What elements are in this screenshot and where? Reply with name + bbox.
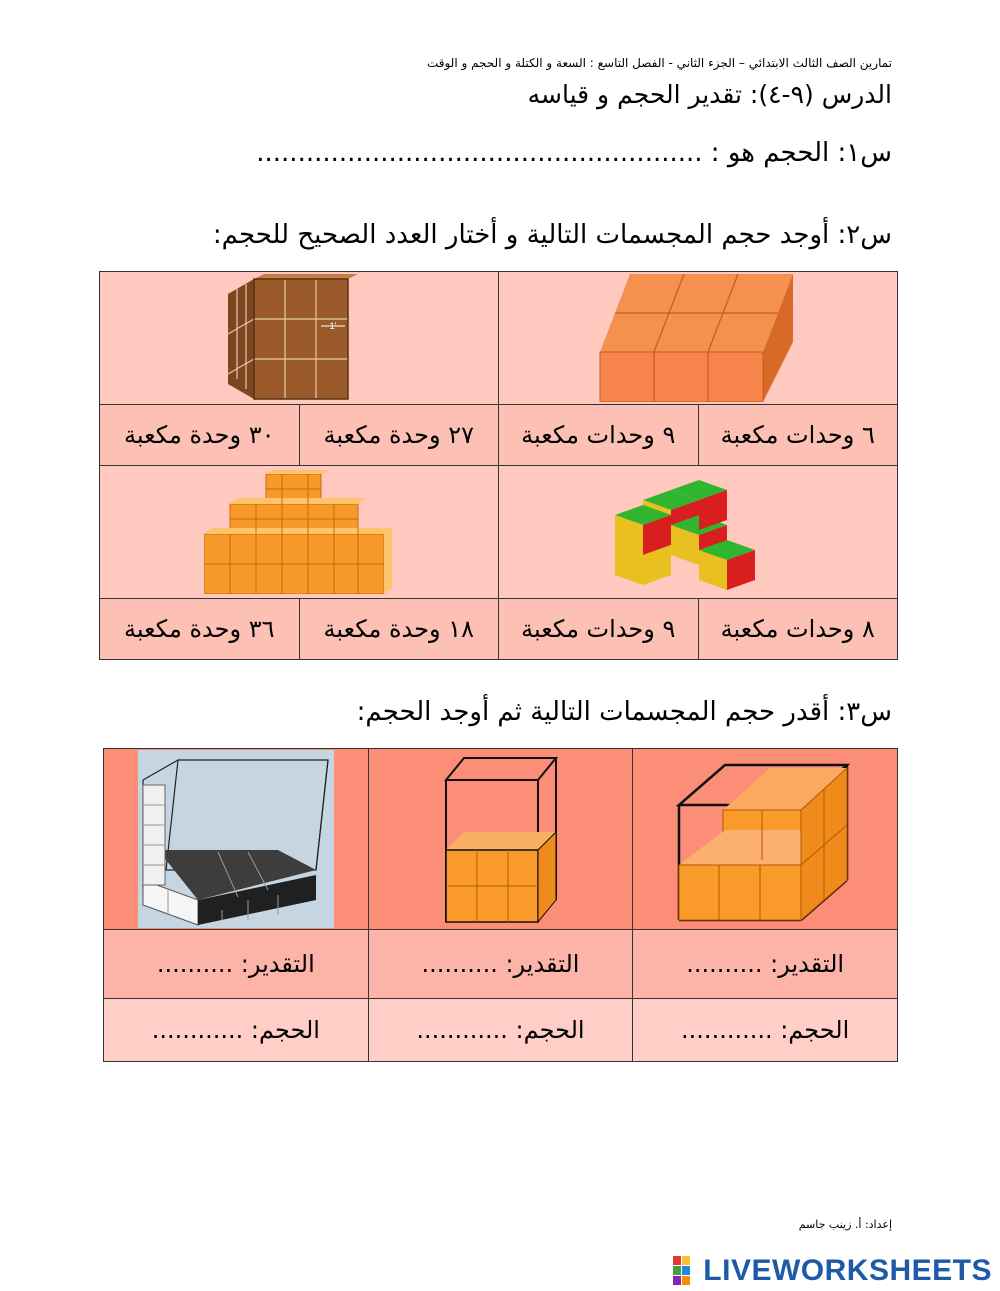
option-6-units[interactable]: ٦ وحدات مكعبة [698, 405, 898, 466]
estimate-field-2[interactable]: التقدير: .......... [368, 930, 633, 999]
course-line: تمارين الصف الثالث الابتدائي – الجزء الثاني - الفصل التاسع : السعة و الكتلة و الحجم و الوقت [426, 56, 892, 70]
option-27-units[interactable]: ٢٧ وحدة مكعبة [299, 405, 499, 466]
brown-cube-3x3x3-image [224, 274, 374, 402]
option-30-units[interactable]: ٣٠ وحدة مكعبة [100, 405, 300, 466]
author-credit: إعداد: أ. زينب جاسم [798, 1218, 892, 1231]
liveworksheets-logo[interactable] [673, 1254, 992, 1288]
question-3-table [103, 748, 898, 1062]
volume-field-3[interactable]: الحجم: ............ [104, 999, 369, 1062]
orange-pyramid-cell [100, 466, 499, 599]
lesson-title: الدرس (٩-٤): تقدير الحجم و قياسه [527, 80, 892, 109]
volume-field-1[interactable]: الحجم: ............ [633, 999, 898, 1062]
colored-cubes-cell [499, 466, 898, 599]
question-2: س٢: أوجد حجم المجسمات التالية و أختار العدد الصحيح للحجم: [212, 220, 892, 250]
orange-cube-box-image [675, 750, 855, 928]
gray-unit-cubes-in-box-image [138, 750, 334, 928]
option-8-units[interactable]: ٨ وحدات مكعبة [698, 599, 898, 660]
option-36-units[interactable]: ٣٦ وحدة مكعبة [100, 599, 300, 660]
gray-cube-cell [104, 749, 369, 930]
orange-partial-cube-cell [633, 749, 898, 930]
green-red-yellow-cubes-image [613, 470, 783, 594]
orange-partial-tall-cell [368, 749, 633, 930]
unit-label: 1' [329, 321, 337, 331]
orange-tall-box-image [438, 750, 563, 928]
option-9-units-a[interactable]: ٩ وحدات مكعبة [499, 405, 699, 466]
volume-field-2[interactable]: الحجم: ............ [368, 999, 633, 1062]
option-9-units-b[interactable]: ٩ وحدات مكعبة [499, 599, 699, 660]
liveworksheets-blocks-icon [673, 1256, 699, 1286]
brown-cube-cell [100, 272, 499, 405]
question-1: س١: الحجم هو : ...................................................... [256, 138, 892, 168]
option-18-units[interactable]: ١٨ وحدة مكعبة [299, 599, 499, 660]
question-3: س٣: أقدر حجم المجسمات التالية ثم أوجد الحجم: [356, 697, 892, 727]
orange-stacked-cubes-image [204, 470, 394, 594]
estimate-field-3[interactable]: التقدير: .......... [104, 930, 369, 999]
orange-rectangular-prism-image [598, 274, 798, 402]
liveworksheets-brand: LIVEWORKSHEETS [703, 1254, 992, 1287]
orange-row-cell [499, 272, 898, 405]
estimate-field-1[interactable]: التقدير: .......... [633, 930, 898, 999]
question-2-table [99, 271, 898, 660]
